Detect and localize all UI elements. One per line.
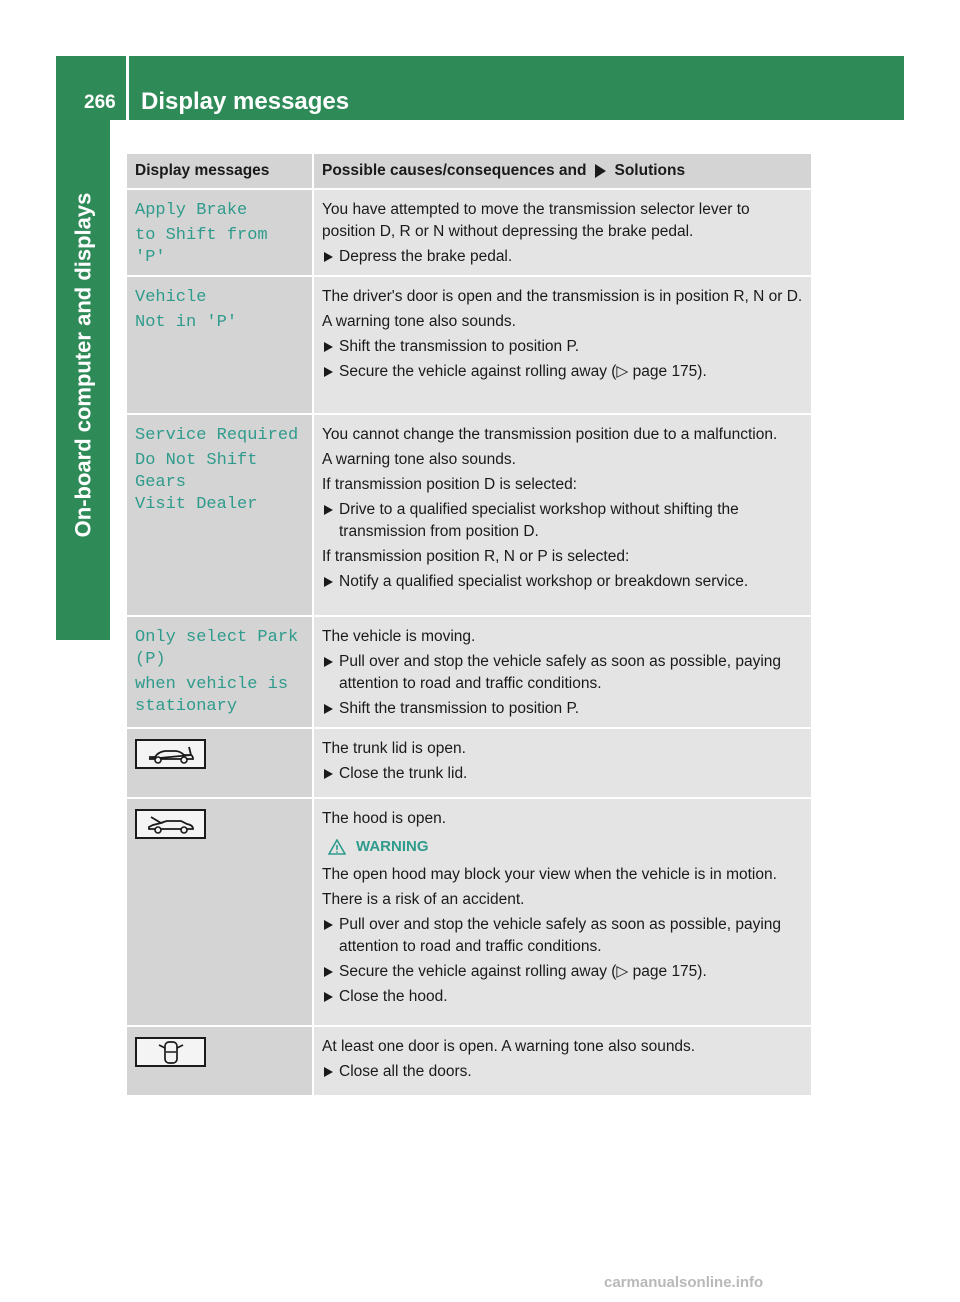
table-row [127,1027,811,1097]
solution-step: Depress the brake pedal. [322,246,803,268]
column-header-solutions: Possible causes/consequences and Solutions [314,154,811,188]
display-message-line: Visit Dealer [135,495,258,514]
cause-text: You cannot change the transmission position due to a malfunction. [322,426,778,443]
display-message-line: Apply Brake [135,201,248,220]
solution-step: Close the hood. [322,986,803,1008]
display-message-line: Not in 'P' [135,313,238,332]
table-row [127,190,811,277]
solution-step: Secure the vehicle against rolling away (▷ page 175). [322,961,803,983]
display-message-line: (P) [135,650,166,669]
message-cell [127,617,314,727]
watermark: carmanualsonline.info [604,1274,764,1291]
display-message-line: Only select Park [135,628,299,647]
table-row [127,799,811,1027]
column-header-messages: Display messages [127,154,314,188]
warning-heading [328,836,803,858]
header-divider [126,56,129,120]
trunk-open-icon [135,739,206,769]
warning-text: The open hood may block your view when the vehicle is in motion. [322,866,777,883]
solution-arrow-icon [592,163,608,179]
message-cell [127,799,314,1025]
solution-cell [314,277,811,413]
display-message-line: Service Required [135,426,299,445]
solution-cell [314,1027,811,1095]
solution-step: Drive to a qualified specialist workshop without shifting the transmission from position D. [322,499,803,543]
display-message-line: to Shift from 'P' [135,226,268,267]
warning-text: There is a risk of an accident. [322,891,525,908]
solution-step: Notify a qualified specialist workshop or breakdown service. [322,571,803,593]
solution-cell [314,190,811,275]
display-message-line: Vehicle [135,288,207,307]
cause-text: The trunk lid is open. [322,740,466,757]
display-message-line: stationary [135,697,238,716]
message-cell [127,277,314,413]
solution-step: Shift the transmission to position P. [322,698,803,720]
solution-step: Shift the transmission to position P. [322,336,803,358]
hood-open-icon [135,809,206,839]
cause-text: The hood is open. [322,810,447,827]
display-message-line: when vehicle is [135,675,289,694]
message-cell [127,1027,314,1095]
message-cell [127,415,314,615]
cause-text: If transmission position R, N or P is selected: [322,548,630,565]
cause-text: A warning tone also sounds. [322,313,516,330]
cause-text: At least one door is open. A warning tone also sounds. [322,1038,696,1055]
cause-text: If transmission position D is selected: [322,476,577,493]
side-tab-label-wrap [69,140,97,590]
table-row [127,729,811,799]
cause-text: The driver's door is open and the transmission is in position R, N or D. [322,288,803,305]
solution-cell [314,617,811,727]
solution-step: Close all the doors. [322,1061,803,1083]
solution-cell [314,415,811,615]
solution-step: Pull over and stop the vehicle safely as soon as possible, paying attention to road and traffic conditions. [322,914,803,958]
cause-text: You have attempted to move the transmission selector lever to position D, R or N without depressing the brake pedal. [322,201,750,240]
solution-step: Pull over and stop the vehicle safely as soon as possible, paying attention to road and traffic conditions. [322,651,803,695]
cause-text: A warning tone also sounds. [322,451,516,468]
solution-cell [314,799,811,1025]
table-header-row [127,154,811,190]
message-cell [127,729,314,797]
display-message-line: Do Not Shift Gears [135,451,258,492]
page-number: 266 [84,92,116,113]
side-tab-label: On-board computer and displays [70,192,95,538]
cause-text: The vehicle is moving. [322,628,476,645]
solution-step: Close the trunk lid. [322,763,803,785]
door-open-icon [135,1037,206,1067]
message-cell [127,190,314,275]
warning-label: WARNING [356,838,429,855]
table-row [127,617,811,729]
page-title: Display messages [141,88,350,115]
display-messages-table [127,154,811,1097]
table-row [127,277,811,415]
solution-step: Secure the vehicle against rolling away (▷ page 175). [322,361,803,383]
solution-cell [314,729,811,797]
table-row [127,415,811,617]
warning-triangle-icon [328,839,346,855]
